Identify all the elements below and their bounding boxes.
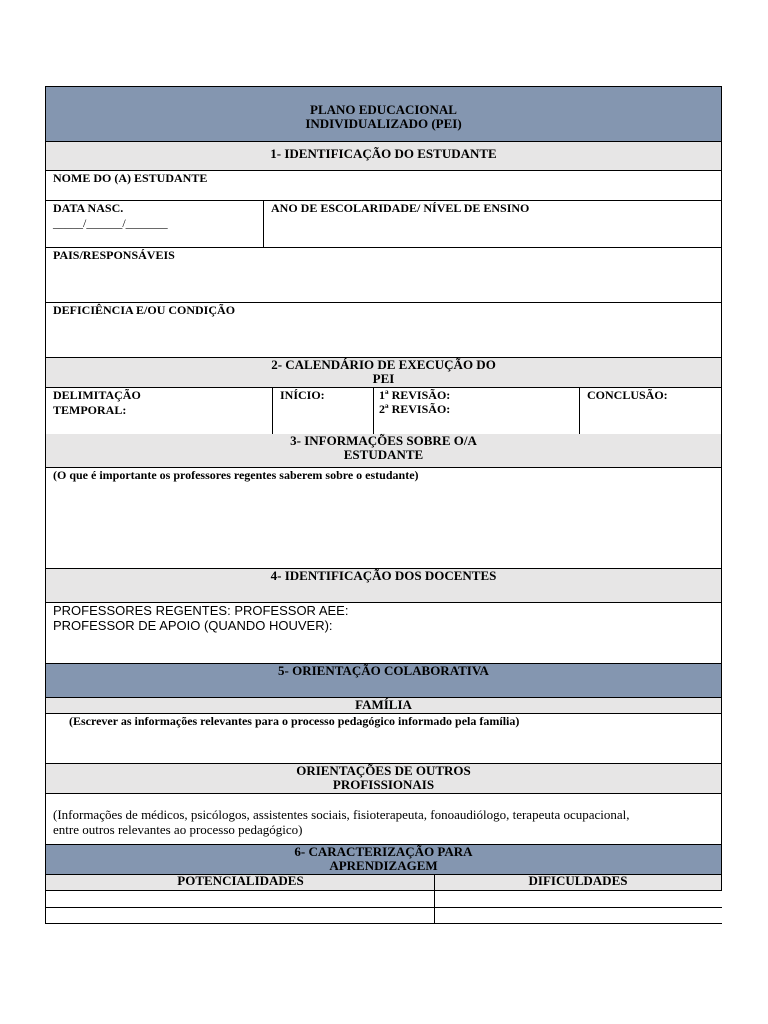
family-field[interactable] bbox=[45, 714, 722, 764]
section2-title-line2: PEI bbox=[372, 371, 395, 386]
others-title-line1: ORIENTAÇÕES DE OUTROS bbox=[296, 763, 471, 778]
others-title-line2: PROFISSIONAIS bbox=[332, 777, 435, 792]
section3-title-line1: 3- INFORMAÇÕES SOBRE O/A bbox=[290, 433, 477, 448]
section6-title bbox=[45, 845, 722, 875]
section3-title-line2: ESTUDANTE bbox=[343, 447, 424, 462]
birth-date-label: DATA NASC. bbox=[53, 201, 124, 215]
revisions-field[interactable] bbox=[373, 388, 580, 435]
form-header bbox=[45, 86, 722, 142]
pei-form bbox=[45, 86, 722, 924]
section2-title bbox=[45, 358, 722, 388]
start-date-field[interactable] bbox=[272, 388, 374, 435]
strengths-header-text: POTENCIALIDADES bbox=[177, 873, 304, 888]
start-date-label: INÍCIO: bbox=[280, 388, 325, 402]
school-year-field[interactable] bbox=[263, 201, 722, 248]
section4-title-text: 4- IDENTIFICAÇÃO DOS DOCENTES bbox=[270, 568, 497, 583]
form-title-line2: INDIVIDUALIZADO (PEI) bbox=[305, 116, 462, 131]
birth-date-blank: _____/______/_______ bbox=[53, 216, 168, 230]
others-field[interactable] bbox=[45, 794, 722, 845]
strengths-header bbox=[45, 875, 435, 891]
student-info-hint: (O que é importante os professores regentes saberem sobre o estudante) bbox=[53, 468, 419, 482]
delimitation-cell bbox=[45, 388, 273, 435]
delimitation-line1: DELIMITAÇÃO bbox=[53, 388, 141, 402]
teachers-line1: PROFESSORES REGENTES: PROFESSOR AEE: bbox=[53, 603, 349, 618]
difficulties-cell-2[interactable] bbox=[434, 907, 722, 924]
strengths-cell-2[interactable] bbox=[45, 907, 435, 924]
teachers-line2: PROFESSOR DE APOIO (QUANDO HOUVER): bbox=[53, 618, 333, 633]
family-title bbox=[45, 698, 722, 714]
others-title bbox=[45, 764, 722, 794]
section5-title bbox=[45, 664, 722, 698]
difficulties-header-text: DIFICULDADES bbox=[528, 873, 628, 888]
conclusion-field[interactable] bbox=[579, 388, 722, 435]
difficulties-cell-1[interactable] bbox=[434, 891, 722, 908]
disability-label: DEFICIÊNCIA E/OU CONDIÇÃO bbox=[53, 303, 236, 317]
others-hint-line2: entre outros relevantes ao processo pedagógico) bbox=[53, 822, 303, 837]
family-hint: (Escrever as informações relevantes para o processo pedagógico informado pela família) bbox=[69, 714, 520, 728]
student-name-field[interactable] bbox=[45, 171, 722, 201]
school-year-label: ANO DE ESCOLARIDADE/ NÍVEL DE ENSINO bbox=[271, 201, 530, 215]
strengths-cell-1[interactable] bbox=[45, 891, 435, 908]
family-title-text: FAMÍLIA bbox=[355, 697, 412, 712]
parents-field[interactable] bbox=[45, 248, 722, 303]
section2-title-line1: 2- CALENDÁRIO DE EXECUÇÃO DO bbox=[271, 357, 496, 372]
student-info-field[interactable] bbox=[45, 468, 722, 569]
section3-title bbox=[45, 434, 722, 468]
conclusion-label: CONCLUSÃO: bbox=[587, 388, 668, 402]
section1-title bbox=[45, 142, 722, 171]
section4-title bbox=[45, 569, 722, 603]
section6-title-line1: 6- CARACTERIZAÇÃO PARA bbox=[294, 844, 473, 859]
section5-title-text: 5- ORIENTAÇÃO COLABORATIVA bbox=[278, 663, 489, 678]
form-title-line1: PLANO EDUCACIONAL bbox=[310, 102, 457, 117]
birth-date-field[interactable] bbox=[45, 201, 264, 248]
others-hint-line1: (Informações de médicos, psicólogos, assistentes sociais, fisioterapeuta, fonoaudiólogo, terapeuta ocupacional, bbox=[53, 807, 630, 822]
parents-label: PAIS/RESPONSÁVEIS bbox=[53, 248, 175, 262]
teachers-field[interactable] bbox=[45, 603, 722, 664]
revision2-label: 2ª REVISÃO: bbox=[379, 402, 451, 416]
disability-field[interactable] bbox=[45, 303, 722, 358]
section1-title-text: 1- IDENTIFICAÇÃO DO ESTUDANTE bbox=[270, 146, 497, 161]
difficulties-header bbox=[434, 875, 722, 891]
delimitation-line2: TEMPORAL: bbox=[53, 403, 127, 417]
student-name-label: NOME DO (A) ESTUDANTE bbox=[53, 171, 208, 185]
section6-title-line2: APRENDIZAGEM bbox=[329, 858, 438, 873]
revision1-label: 1ª REVISÃO: bbox=[379, 388, 451, 402]
